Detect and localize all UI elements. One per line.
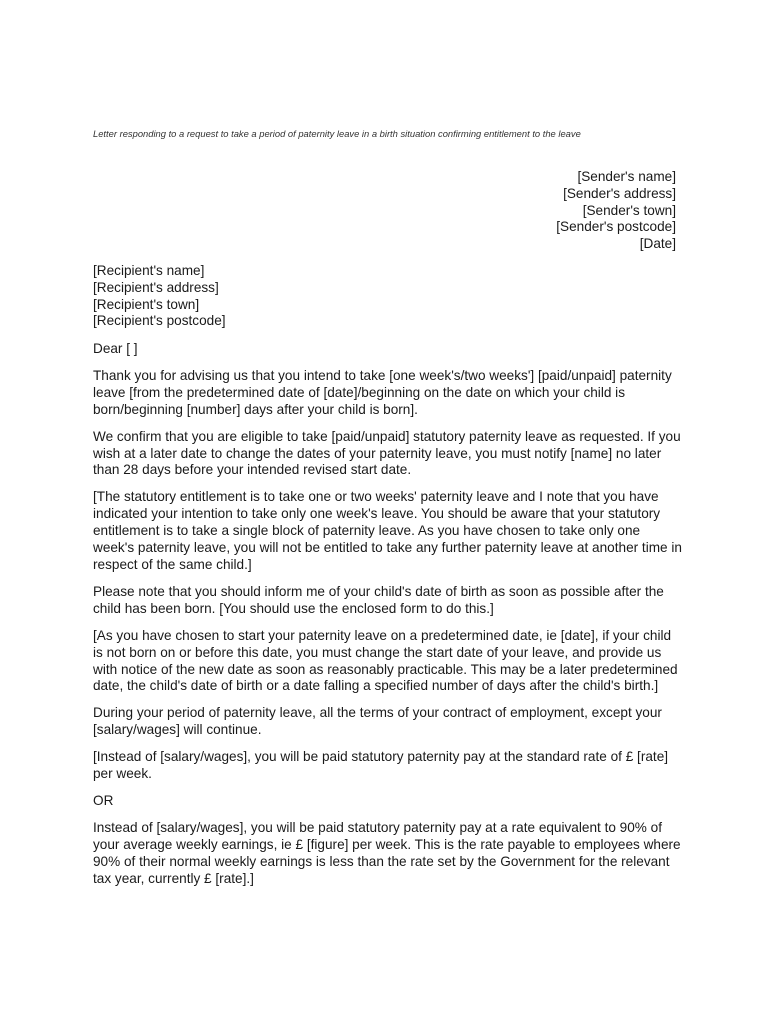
letter-date: [Date]: [639, 236, 676, 252]
recipient-address-block: [93, 263, 226, 330]
greeting: Dear [ ]: [93, 341, 138, 356]
paragraph-earnings-rate: Instead of [salary/wages], you will be paid statutory paternity pay at a rate equivalent to 90% of your average weekly earnings, ie £ [figure] per week. This is the rate payable to employees where 90% of their normal weekly earnings is less than the rate set by the Government for the relevant tax year, currently £ [rate].]: [93, 819, 681, 886]
paragraph-intent: Thank you for advising us that you intend to take [one week's/two weeks'] [paid/unpaid] paternity leave [from the predetermined date of [date]/beginning on the date on which your child is born/beginning [number] days after your child is born].: [93, 367, 672, 417]
sender-name: [Sender's name]: [577, 169, 676, 184]
paragraph-entitlement: [The statutory entitlement is to take one or two weeks' paternity leave and I note that you have indicated your intention to take only one week's leave. You should be aware that your statutory entitlement is to take a single block of paternity leave. As you have chosen to take only one week's paternity leave, you will not be entitled to take any further paternity leave at another time in respect of the same child.]: [93, 489, 682, 572]
paragraph-or: OR: [93, 792, 114, 808]
sender-address: [Sender's address]: [563, 185, 676, 201]
document-heading: Letter responding to a request to take a period of paternity leave in a birth situation confirming entitlement to the leave: [93, 128, 581, 139]
paragraph-standard-rate: [Instead of [salary/wages], you will be paid statutory paternity pay at the standard rate of £ [rate] per week.: [93, 749, 669, 782]
sender-town: [Sender's town]: [582, 202, 676, 218]
paragraph-predetermined-date: [As you have chosen to start your paternity leave on a predetermined date, ie [date], if your child is not born on or before this date, you must change the start date of your leave, and provide us with notice of the new date as soon as reasonably practicable. This may be a later predetermined date, the child's date of birth or a date falling a specified number of days after the child's birth.]: [93, 627, 678, 694]
sender-postcode: [Sender's postcode]: [556, 219, 676, 235]
recipient-postcode: [Recipient's postcode]: [93, 313, 226, 329]
sender-address-block: [556, 169, 676, 253]
paragraph-contract-terms: During your period of paternity leave, all the terms of your contract of employment, except your [salary/wages] will continue.: [93, 705, 662, 738]
recipient-address: [Recipient's address]: [93, 279, 219, 295]
paragraph-eligibility: We confirm that you are eligible to take [paid/unpaid] statutory paternity leave as requested. If you wish at a later date to change the dates of your paternity leave, you must notify [name] no later than 28 days before your intended revised start date.: [93, 428, 681, 478]
letter-body: [93, 341, 683, 897]
recipient-name: [Recipient's name]: [93, 263, 205, 278]
recipient-town: [Recipient's town]: [93, 296, 200, 312]
paragraph-birth-date: Please note that you should inform me of your child's date of birth as soon as possible after the child has been born. [You should use the enclosed form to do this.]: [93, 583, 664, 616]
